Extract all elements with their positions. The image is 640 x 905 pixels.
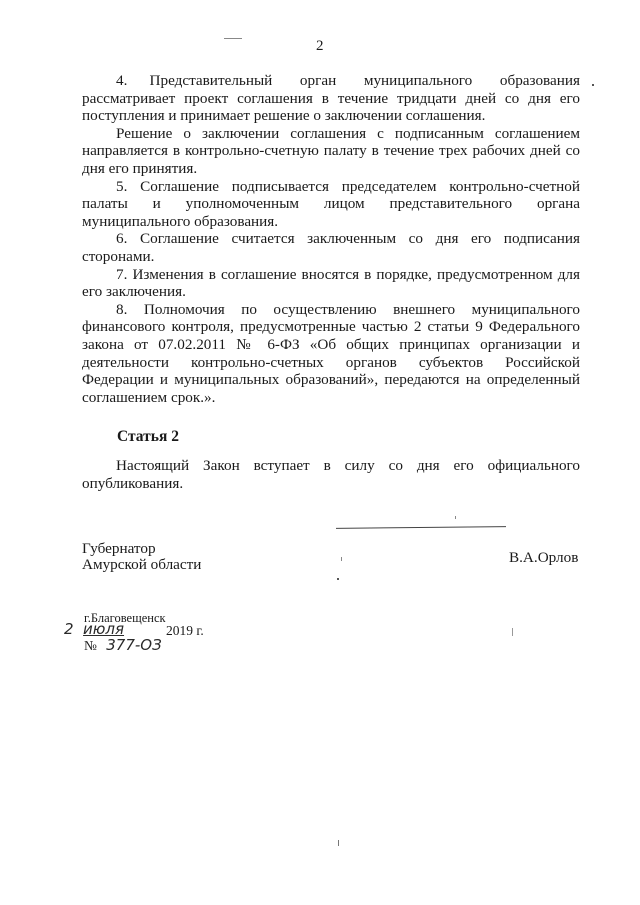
handwritten-day: 2 xyxy=(64,620,74,638)
signer-title-line-1: Губернатор xyxy=(82,540,156,557)
handwritten-number: 377-ОЗ xyxy=(106,636,162,654)
signer-title-line-2: Амурской области xyxy=(82,556,202,573)
body-text xyxy=(82,72,580,406)
paragraph-item-7: 7. Изменения в соглашение вносятся в порядке, предусмотренном для его заключения. xyxy=(82,265,580,301)
handwritten-month: июля xyxy=(83,620,125,638)
paragraph-item-8: 8. Полномочия по осуществлению внешнего муниципального финансового контроля, предусмотренные частью 2 статьи 9 Федерального закона от 07.02.2011 № 6-ФЗ «Об общих принципах организации и деятельности контрольно-счетных органов субъектов Российской Федерации и муниципальных образований», передаются на определенный соглашением срок.». xyxy=(82,300,580,406)
paragraph-item-6: 6. Соглашение считается заключенным со дня его подписания сторонами. xyxy=(82,230,580,265)
signer-title xyxy=(82,541,201,573)
place-of-signing: г.Благовещенск xyxy=(84,611,166,625)
scan-speck xyxy=(337,578,339,580)
paragraph-item-5: 5. Соглашение подписывается председателем контрольно-счетной палаты и уполномоченным лицом представительного органа муниципального образования. xyxy=(82,177,580,230)
scan-speck xyxy=(338,840,339,846)
page-number: 2 xyxy=(316,38,324,54)
signature-line xyxy=(336,526,506,529)
scan-mark xyxy=(224,38,242,39)
law-number xyxy=(84,636,162,654)
paragraph-item-4: 4. Представительный орган муниципального образования рассматривает проект соглашения в течение тридцати дней со дня его поступления и принимает решение о заключении соглашения. xyxy=(82,72,580,125)
scan-speck xyxy=(592,84,594,86)
scan-speck xyxy=(455,516,456,519)
paragraph-decision: Решение о заключении соглашения с подписанным соглашением направляется в контрольно-счетную палату в течение трех рабочих дней со дня его принятия. xyxy=(82,124,580,177)
number-sign: № xyxy=(84,638,97,653)
scan-speck xyxy=(341,557,342,561)
date-year: 2019 г. xyxy=(166,623,204,638)
article-2-paragraph: Настоящий Закон вступает в силу со дня его официального опубликования. xyxy=(82,457,580,492)
scan-speck xyxy=(512,628,513,636)
article-2-text-block xyxy=(82,457,580,492)
signer-name: В.А.Орлов xyxy=(509,549,579,566)
article-heading: Статья 2 xyxy=(117,428,179,445)
